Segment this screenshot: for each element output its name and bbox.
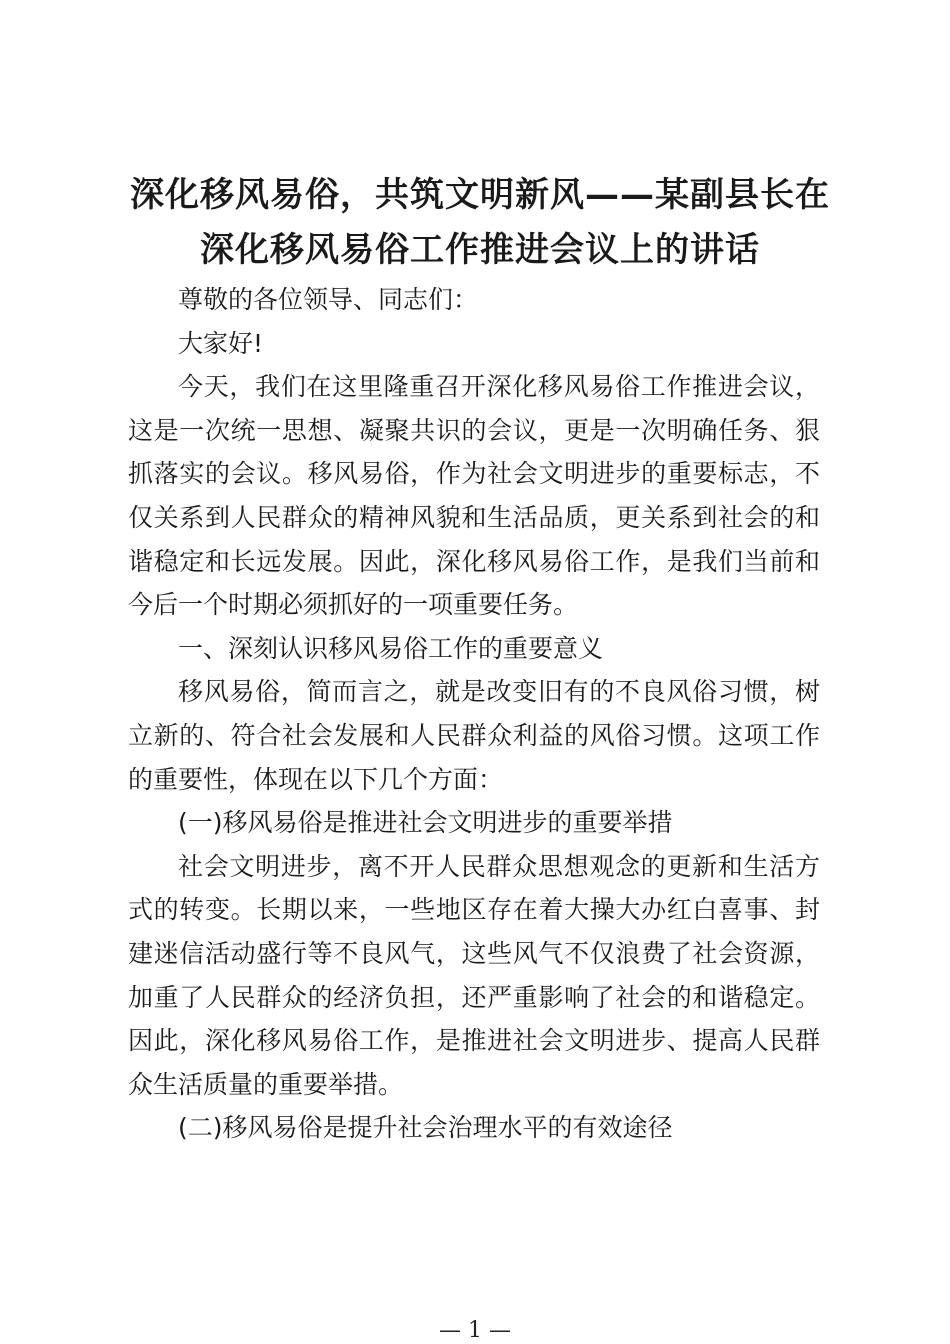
title-line-1: 深化移风易俗，共筑文明新风——某副县长在 bbox=[130, 175, 830, 215]
page-number: — 1 — bbox=[439, 1318, 511, 1343]
page-title bbox=[100, 168, 860, 278]
paragraph: 社会文明进步，离不开人民群众思想观念的更新和生活方式的转变。长期以来，一些地区存在着大操大办红白喜事、封建迷信活动盛行等不良风气，这些风气不仅浪费了社会资源，加重了人民群众的经济负担，还严重影响了社会的和谐稳定。因此，深化移风易俗工作，是推进社会文明进步、提高人民群众生活质量的重要举措。 bbox=[128, 851, 820, 1099]
title-line-2: 深化移风易俗工作推进会议上的讲话 bbox=[200, 230, 760, 270]
document-body bbox=[128, 278, 820, 1150]
paragraph: 今天，我们在这里隆重召开深化移风易俗工作推进会议，这是一次统一思想、凝聚共识的会议，更是一次明确任务、狠抓落实的会议。移风易俗，作为社会文明进步的重要标志，不仅关系到人民群众的精神风貌和生活品质，更关系到社会的和谐稳定和长远发展。因此，深化移风易俗工作，是我们当前和今后一个时期必须抓好的一项重要任务。 bbox=[128, 372, 820, 620]
section-heading: 一、深刻认识移风易俗工作的重要意义 bbox=[178, 633, 604, 663]
salutation: 尊敬的各位领导、同志们： bbox=[178, 285, 479, 314]
paragraph: 移风易俗，简而言之，就是改变旧有的不良风俗习惯，树立新的、符合社会发展和人民群众利益的风俗习惯。这项工作的重要性，体现在以下几个方面： bbox=[128, 677, 820, 794]
subsection-heading: (二)移风易俗是提升社会治理水平的有效途径 bbox=[178, 1113, 673, 1143]
greeting: 大家好! bbox=[178, 328, 264, 358]
subsection-heading: (一)移风易俗是推进社会文明进步的重要举措 bbox=[178, 808, 673, 838]
